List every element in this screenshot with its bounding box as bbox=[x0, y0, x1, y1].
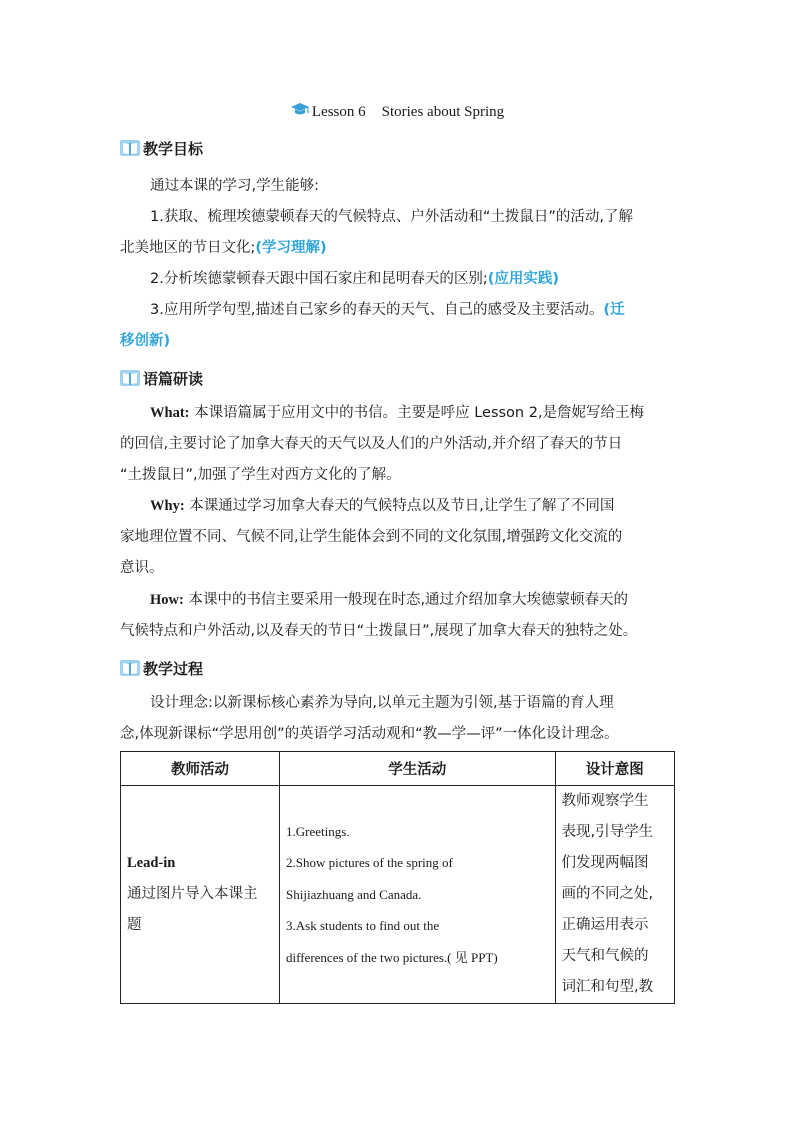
why-text-end: 意识。 bbox=[120, 560, 164, 576]
objective-1-text: 1.获取、梳理埃德蒙顿春天的气候特点、户外活动和“土拨鼠日”的活动,了解 bbox=[150, 209, 633, 225]
student-step: differences of the two pictures.( 见 PPT) bbox=[286, 949, 498, 965]
intent-line: 画的不同之处, bbox=[561, 886, 654, 902]
student-activity-cell bbox=[280, 786, 556, 1004]
objective-3 bbox=[120, 295, 676, 326]
objective-3-text: 3.应用所学句型,描述自己家乡的春天的天气、自己的感受及主要活动。 bbox=[150, 302, 604, 318]
objective-2-tag: (应用实践) bbox=[487, 271, 559, 287]
intent-line: 教师观察学生 bbox=[561, 793, 649, 809]
teacher-activity-text: 通过图片导入本课主 bbox=[127, 886, 258, 902]
teaching-process-table bbox=[120, 751, 675, 1004]
header-student-activity: 学生活动 bbox=[280, 752, 556, 786]
how-text: 本课中的书信主要采用一般现在时态,通过介绍加拿大埃德蒙顿春天的 bbox=[183, 592, 629, 608]
objective-1-tag: (学习理解) bbox=[255, 240, 327, 256]
objective-1 bbox=[120, 202, 676, 233]
section-heading-process bbox=[120, 658, 203, 680]
section-heading-objectives bbox=[120, 138, 203, 160]
why-label: Why: bbox=[150, 498, 185, 514]
teacher-activity-cell bbox=[121, 786, 280, 1004]
design-concept-line2 bbox=[120, 719, 676, 750]
open-book-icon bbox=[120, 368, 140, 388]
design-concept-text: 设计理念:以新课标核心素养为导向,以单元主题为引领,基于语篇的育人理 bbox=[150, 695, 614, 711]
teacher-activity-text-cont: 题 bbox=[127, 917, 142, 933]
section-heading-text: 教学过程 bbox=[143, 660, 204, 678]
what-paragraph-line3 bbox=[120, 460, 676, 491]
open-book-icon bbox=[120, 138, 140, 158]
header-design-intent: 设计意图 bbox=[555, 752, 674, 786]
open-book-icon bbox=[120, 658, 140, 678]
intent-line: 表现,引导学生 bbox=[561, 824, 654, 840]
objective-2-text: 2.分析埃德蒙顿春天跟中国石家庄和昆明春天的区别; bbox=[150, 271, 488, 287]
table-row bbox=[121, 786, 675, 1004]
student-step: Shijiazhuang and Canada. bbox=[286, 886, 422, 902]
intent-line: 词汇和句型,教 bbox=[561, 979, 654, 995]
intent-line: 们发现两幅图 bbox=[561, 855, 649, 871]
why-text: 本课通过学习加拿大春天的气候特点以及节日,让学生了解了不同国 bbox=[184, 498, 615, 514]
lead-in-label: Lead-in bbox=[127, 855, 176, 871]
section-heading-text: 教学目标 bbox=[143, 140, 204, 158]
why-paragraph bbox=[120, 491, 676, 522]
objectives-intro-text: 通过本课的学习,学生能够: bbox=[150, 178, 319, 194]
what-paragraph bbox=[120, 398, 676, 429]
header-teacher-activity: 教师活动 bbox=[121, 752, 280, 786]
lesson-title bbox=[0, 102, 794, 123]
what-text: 本课语篇属于应用文中的书信。主要是呼应 Lesson 2,是詹妮写给王梅 bbox=[189, 405, 645, 421]
lesson-number: Lesson 6 bbox=[311, 104, 366, 120]
intent-line: 天气和气候的 bbox=[561, 948, 649, 964]
why-paragraph-line2 bbox=[120, 522, 676, 553]
design-concept bbox=[120, 688, 676, 719]
objective-1-text-cont: 北美地区的节日文化; bbox=[120, 240, 256, 256]
why-text-cont: 家地理位置不同、气候不同,让学生能体会到不同的文化氛围,增强跨文化交流的 bbox=[120, 529, 623, 545]
student-step: 3.Ask students to find out the bbox=[286, 918, 440, 934]
what-paragraph-line2 bbox=[120, 429, 676, 460]
objective-3-cont bbox=[120, 326, 676, 357]
objective-2 bbox=[120, 264, 676, 295]
table-header-row bbox=[121, 752, 675, 786]
design-intent-cell bbox=[555, 786, 674, 1004]
what-label: What: bbox=[150, 405, 190, 421]
what-text-end: “土拨鼠日”,加强了学生对西方文化的了解。 bbox=[120, 467, 401, 483]
how-label: How: bbox=[150, 592, 184, 608]
section-heading-text-analysis bbox=[120, 368, 203, 390]
section-heading-text: 语篇研读 bbox=[143, 370, 204, 388]
how-text-cont: 气候特点和户外活动,以及春天的节日“土拨鼠日”,展现了加拿大春天的独特之处。 bbox=[120, 623, 638, 639]
how-paragraph-line2 bbox=[120, 616, 676, 647]
graduation-cap-icon bbox=[290, 102, 310, 123]
how-paragraph bbox=[120, 585, 676, 616]
intent-line: 正确运用表示 bbox=[561, 917, 649, 933]
why-paragraph-line3 bbox=[120, 553, 676, 584]
objective-3-tag-cont: 移创新) bbox=[120, 333, 171, 349]
design-concept-text-cont: 念,体现新课标“学思用创”的英语学习活动观和“教—学—评”一体化设计理念。 bbox=[120, 726, 619, 742]
what-text-cont: 的回信,主要讨论了加拿大春天的天气以及人们的户外活动,并介绍了春天的节日 bbox=[120, 436, 623, 452]
objective-3-tag: (迁 bbox=[603, 302, 625, 318]
lesson-name: Stories about Spring bbox=[381, 104, 505, 120]
student-step: 2.Show pictures of the spring of bbox=[286, 855, 453, 871]
objectives-intro bbox=[120, 171, 676, 202]
objective-1-cont bbox=[120, 233, 676, 264]
student-step: 1.Greetings. bbox=[286, 823, 350, 839]
